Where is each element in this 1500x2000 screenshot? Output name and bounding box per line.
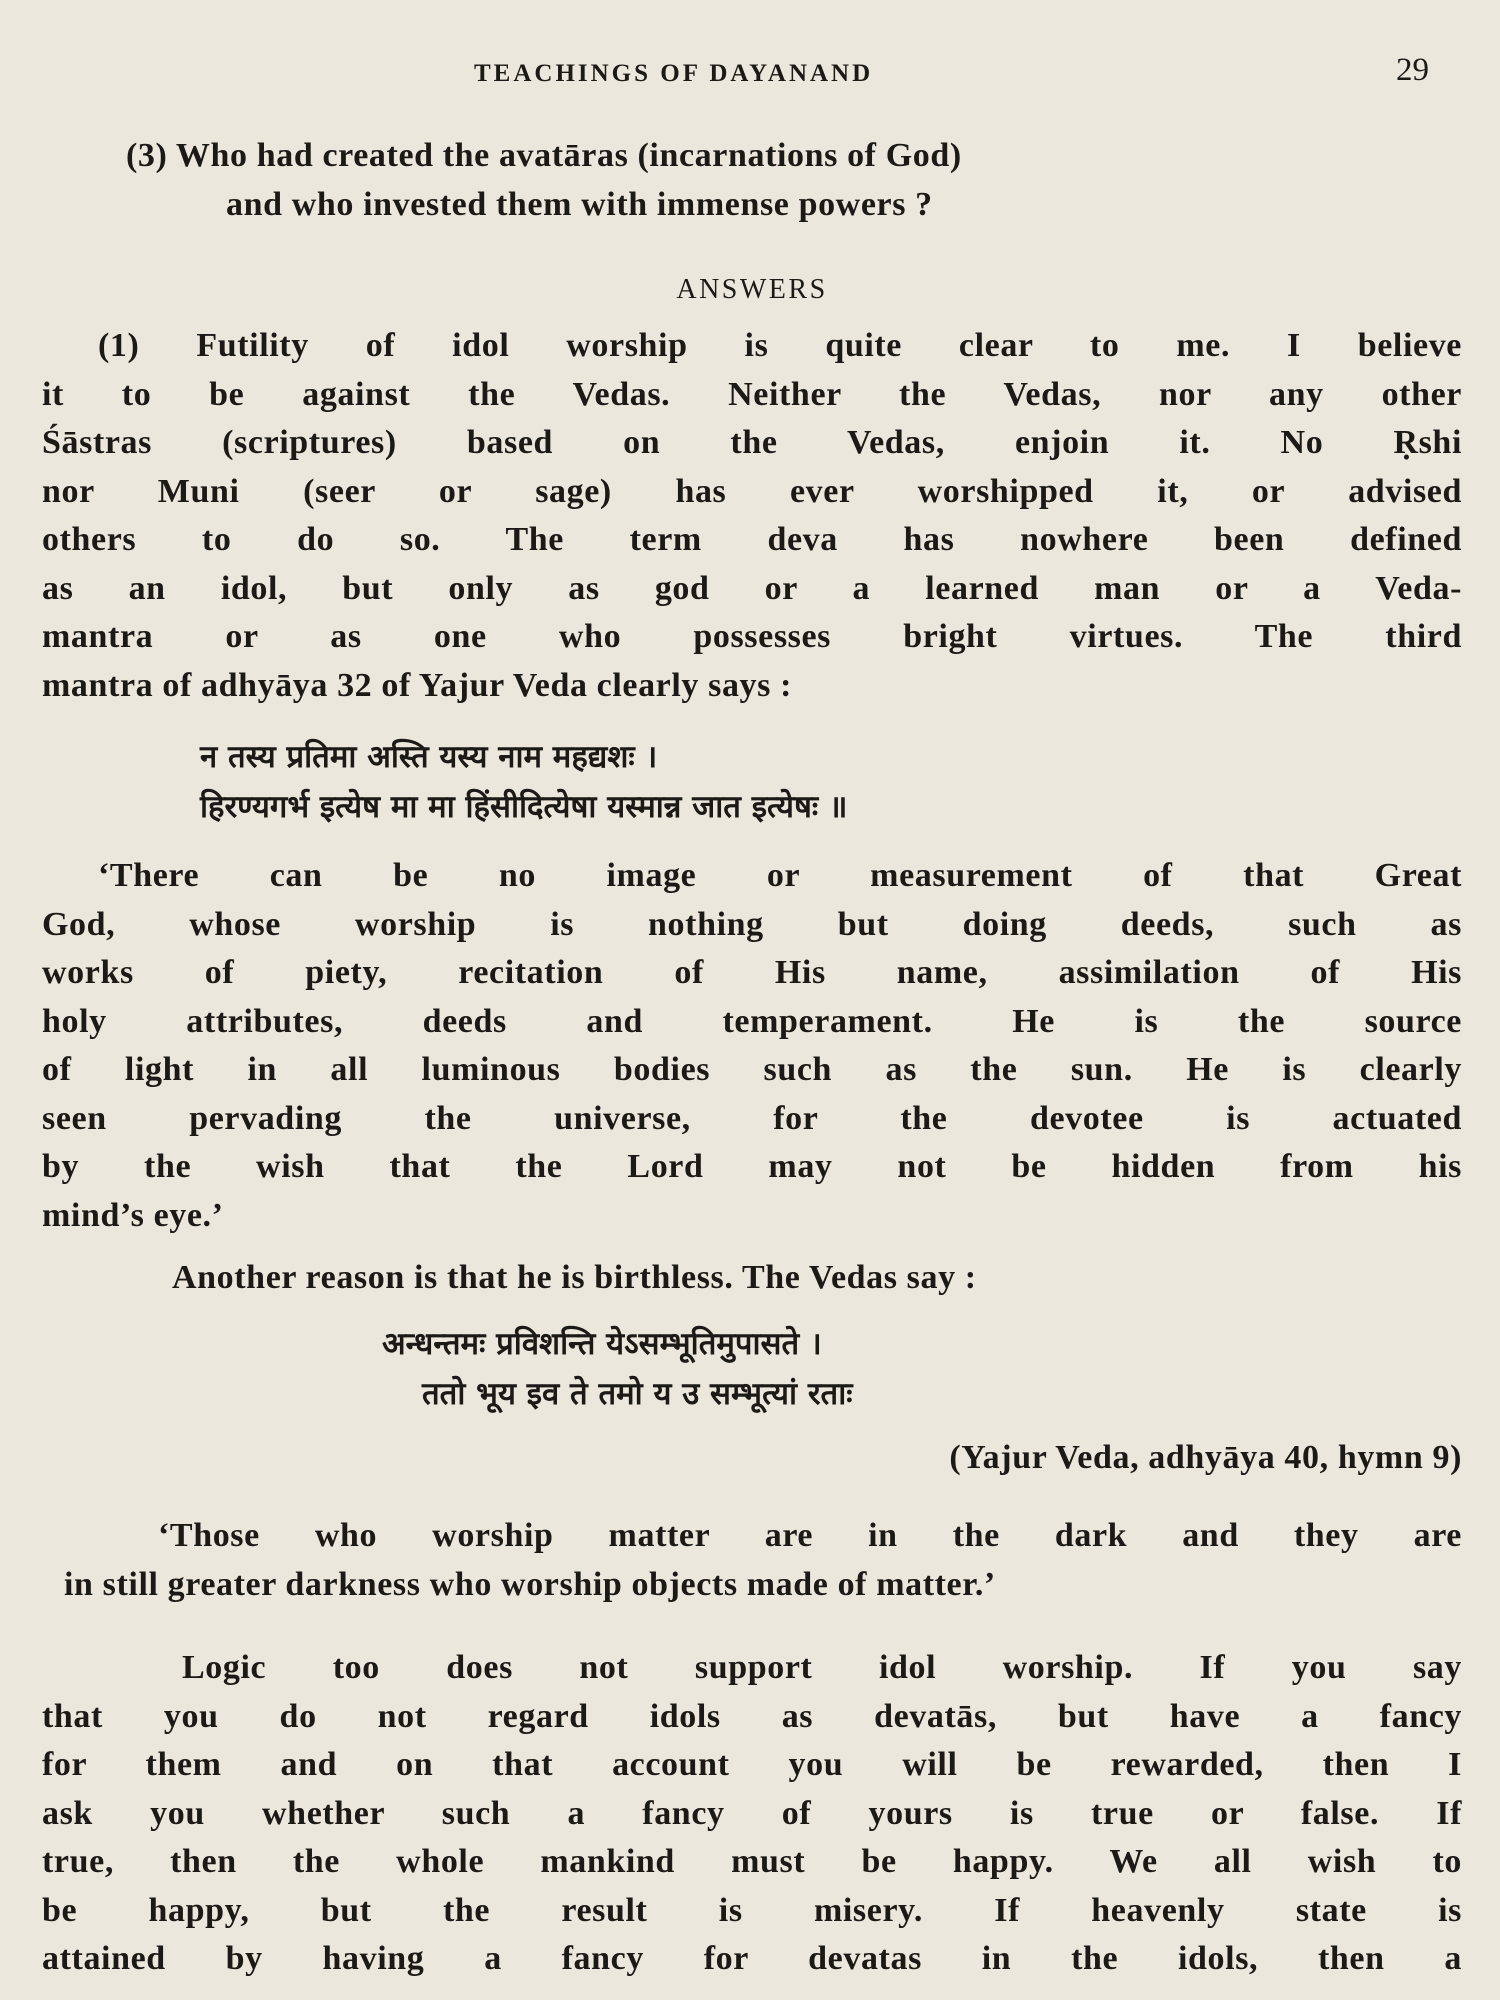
paragraph-line: attained by having a fancy for devatas in the idols, then a <box>42 1940 1462 1977</box>
citation <box>42 1434 1462 1483</box>
paragraph-line: true, then the whole mankind must be happy. We all wish to <box>42 1843 1462 1880</box>
paragraph-4 <box>42 1512 1462 1609</box>
verse-line: न तस्य प्रतिमा अस्ति यस्य नाम महद्यशः । <box>200 739 658 775</box>
paragraph-line: Śāstras (scriptures) based on the Vedas, enjoin it. No Ṛshi <box>42 424 1462 461</box>
paragraph-3 <box>42 1254 1462 1303</box>
paragraph-line: seen pervading the universe, for the devotee is actuated <box>42 1099 1462 1137</box>
verse-line: ततो भूय इव ते तमो य उ सम्भूत्यां रताः <box>422 1376 853 1412</box>
paragraph-line: mantra or as one who possesses bright virtues. The third <box>42 618 1462 655</box>
paragraph-line: it to be against the Vedas. Neither the Vedas, nor any other <box>42 375 1462 413</box>
paragraph-line: as an idol, but only as god or a learned man or a Veda- <box>42 569 1462 607</box>
paragraph-line: ask you whether such a fancy of yours is true or false. If <box>42 1794 1462 1832</box>
paragraph-line: ‘There can be no image or measurement of that Great <box>98 857 1462 894</box>
answers-heading: ANSWERS <box>676 274 828 305</box>
sanskrit-verse-1 <box>200 733 1460 833</box>
paragraph-line: of light in all luminous bodies such as the sun. He is clearly <box>42 1051 1462 1088</box>
paragraph-5 <box>42 1644 1462 1984</box>
running-title: TEACHINGS OF DAYANAND <box>474 60 874 87</box>
paragraph-line: mantra of adhyāya 32 of Yajur Veda clearly says : <box>42 666 793 704</box>
paragraph-line: nor Muni (seer or sage) has ever worshipped it, or advised <box>42 472 1462 510</box>
verse-line: हिरण्यगर्भ इत्येष मा मा हिंसीदित्येषा यस्मान्न जात इत्येषः ॥ <box>200 789 848 825</box>
paragraph-line: works of piety, recitation of His name, assimilation of His <box>42 954 1462 991</box>
citation-text: (Yajur Veda, adhyāya 40, hymn 9) <box>949 1439 1462 1476</box>
paragraph-line: by the wish that the Lord may not be hidden from his <box>42 1148 1462 1185</box>
paragraph-line: be happy, but the result is misery. If heavenly state is <box>42 1891 1462 1929</box>
paragraph-line: Another reason is that he is birthless. The Vedas say : <box>172 1259 977 1296</box>
paragraph-line: God, whose worship is nothing but doing deeds, such as <box>42 905 1462 943</box>
paragraph-line: Logic too does not support idol worship. If you say <box>182 1649 1462 1686</box>
paragraph-1 <box>42 322 1462 710</box>
paragraph-line: in still greater darkness who worship objects made of matter.’ <box>64 1565 996 1603</box>
paragraph-line: for them and on that account you will be rewarded, then I <box>42 1746 1462 1783</box>
paragraph-2 <box>42 852 1462 1240</box>
page-number: 29 <box>1396 52 1429 88</box>
question-3-line-1: (3) Who had created the avatāras (incarnations of God) <box>126 137 962 174</box>
paragraph-line: mind’s eye.’ <box>42 1196 224 1234</box>
paragraph-line: others to do so. The term deva has nowhere been defined <box>42 521 1462 558</box>
question-3-line-2: and who invested them with immense powers ? <box>226 185 933 223</box>
page-header <box>0 52 1500 92</box>
paragraph-line: ‘Those who worship matter are in the dark and they are <box>158 1517 1462 1554</box>
paragraph-line: (1) Futility of idol worship is quite clear to me. I believe <box>98 327 1462 364</box>
paragraph-line: that you do not regard idols as devatās, but have a fancy <box>42 1697 1462 1735</box>
paragraph-line: holy attributes, deeds and temperament. He is the source <box>42 1002 1462 1040</box>
sanskrit-verse-2 <box>382 1320 1462 1420</box>
verse-line: अन्धन्तमः प्रविशन्ति येऽसम्भूतिमुपासते । <box>382 1326 822 1362</box>
question-3 <box>42 132 1462 229</box>
